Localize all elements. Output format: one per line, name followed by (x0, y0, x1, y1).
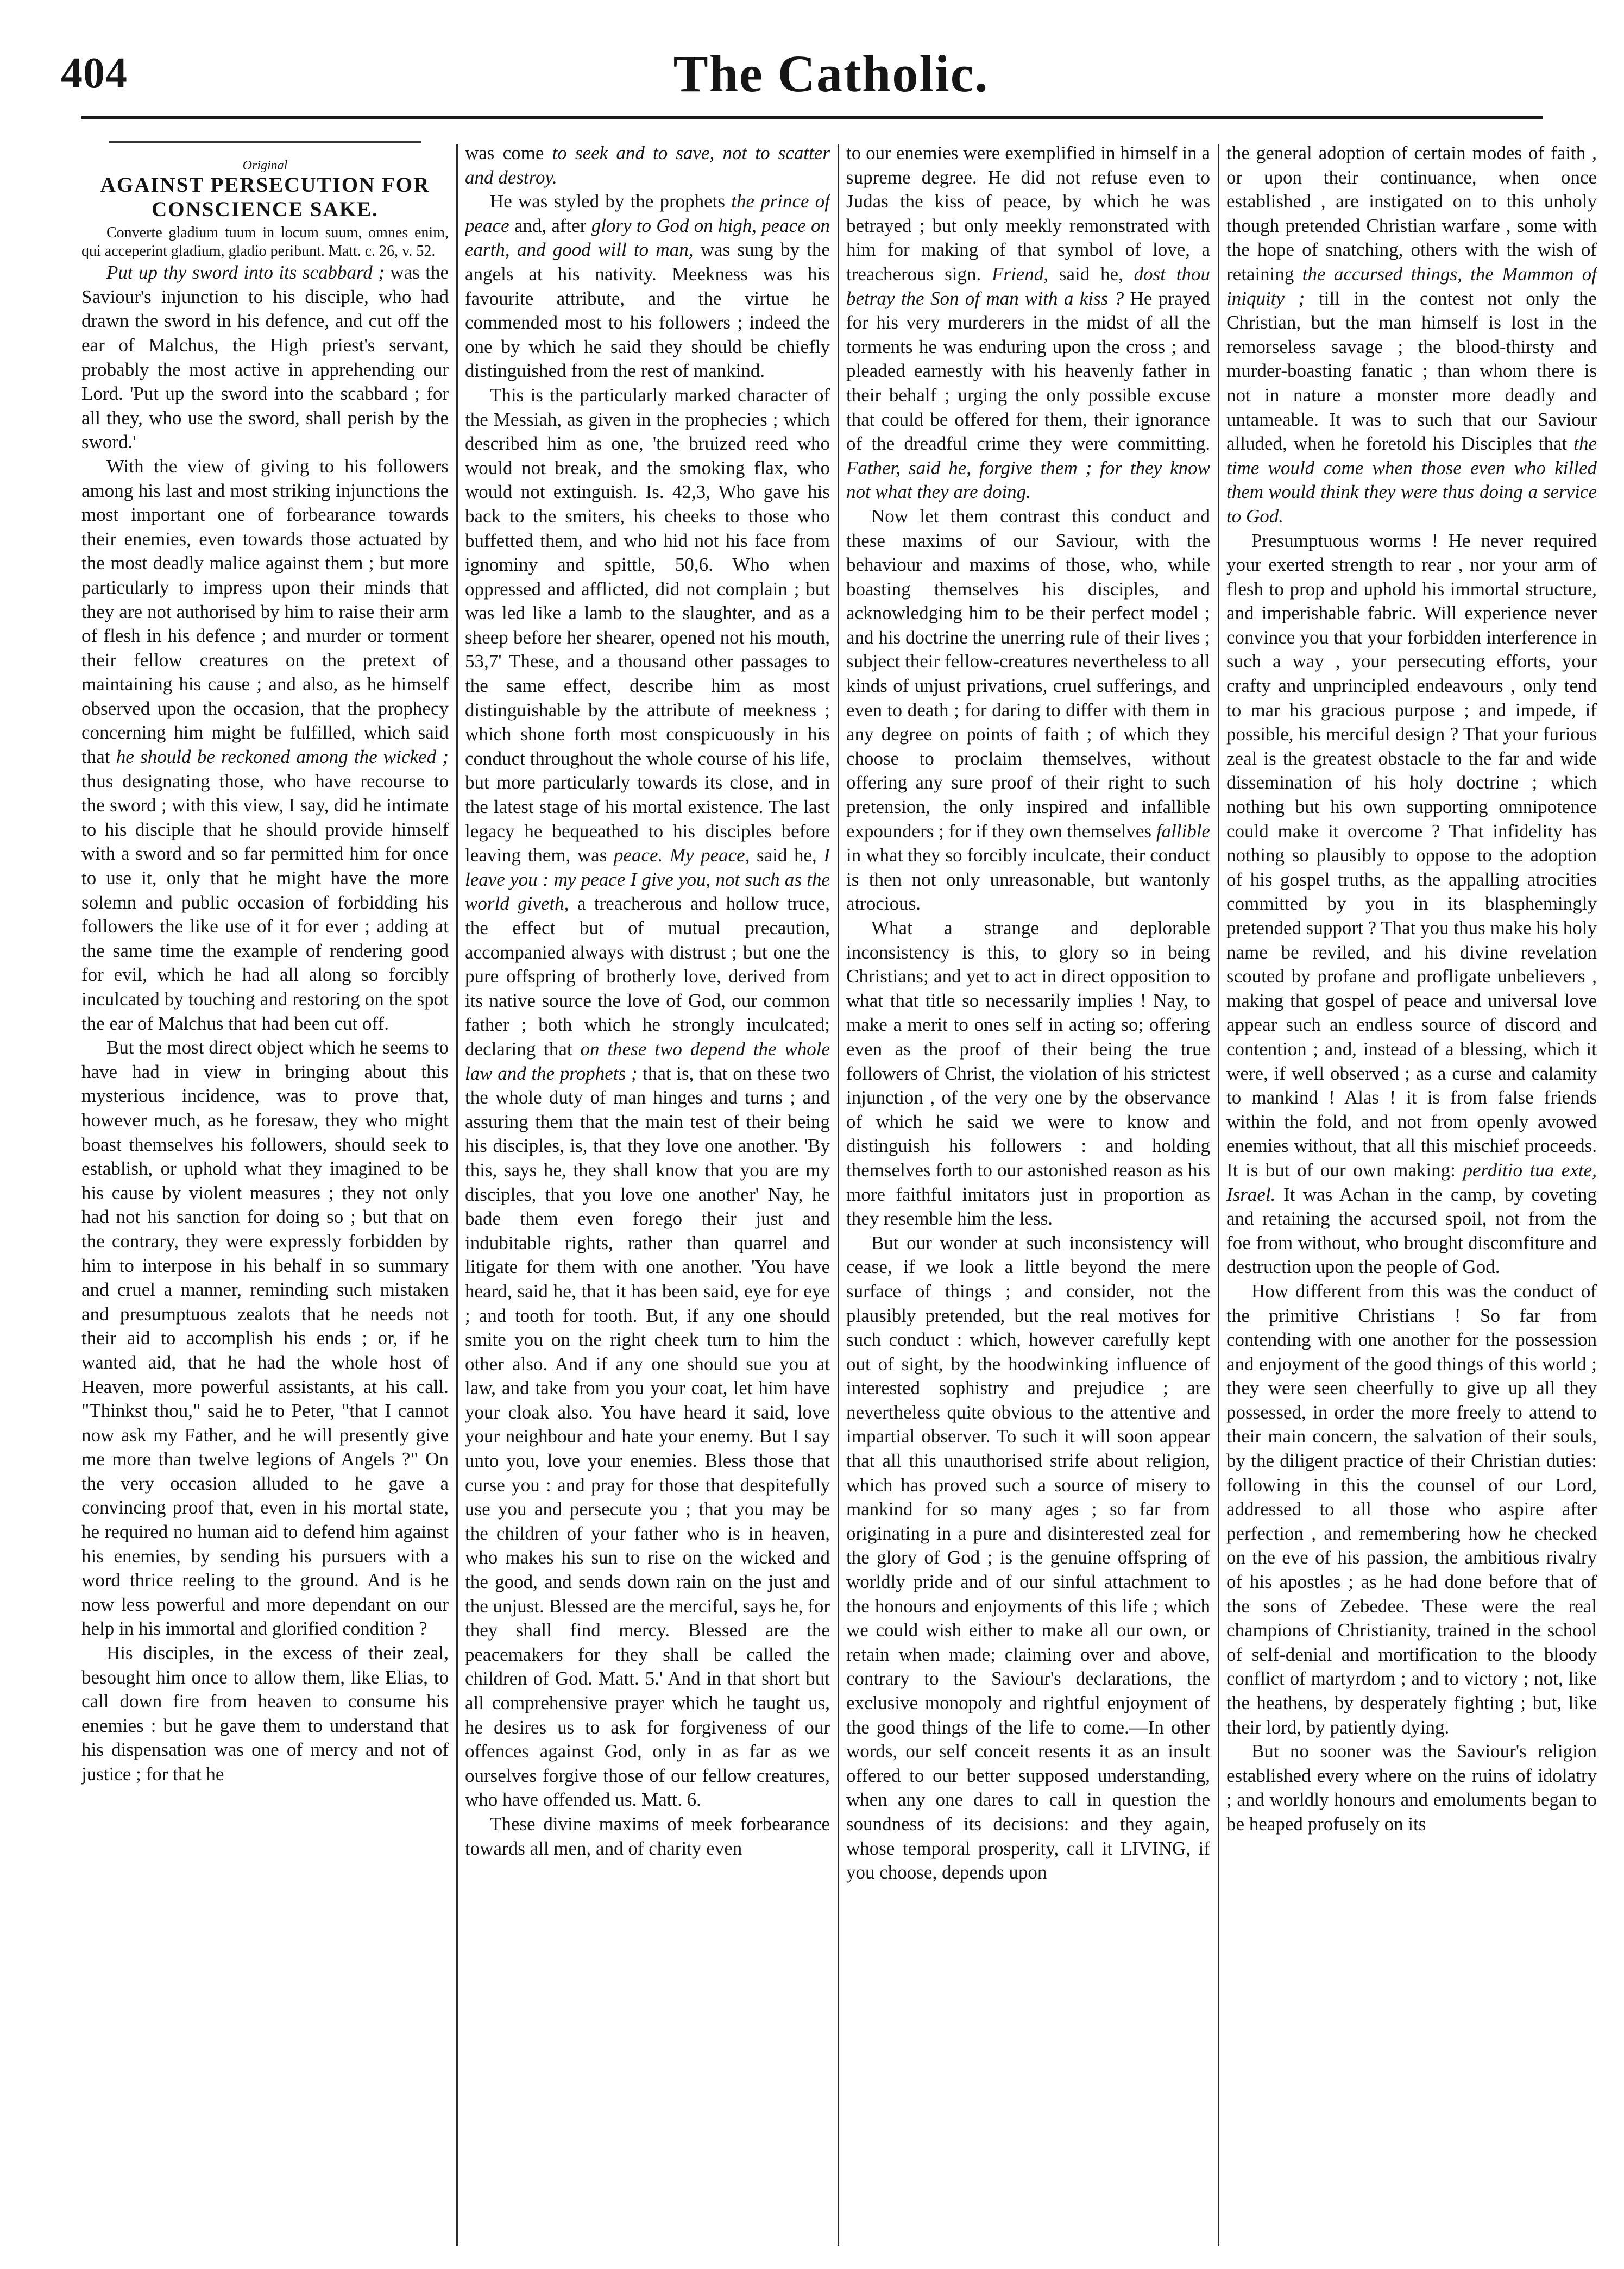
article-title: AGAINST PERSECUTION FOR CONSCIENCE SAKE. (100, 173, 430, 221)
masthead: The Catholic. (673, 45, 989, 103)
paragraph: the general adoption of certain modes of faith , or upon their continuance, when once established , are instigated on to this unholy though pretended Christian warfare , some with the hope of snatching, others with the wish of retaining the accursed things, the Mammon of iniquity ; till in the contest not only the Christian, but the man himself is lost in the remorseless savage ; the blood-thirsty and murder-boasting fanatic ; than whom there is not in nature a monster more deadly and untameable. It was to such that our Saviour alluded, when he foretold his Disciples that the time would come when those even who killed them would think they were thus doing a service to God. (1226, 142, 1597, 527)
paragraph: With the view of giving to his followers among his last and most striking injunctions the most important one of forbearance towards their enemies, even towards those actuated by the most deadly malice against them ; but more particularly to impress upon their minds that they are not authorised by him to raise their arm of flesh in his defence ; and murder or torment their fellow creatures on the pretext of maintaining his cause ; and also, as he himself observed upon the occasion, that the prophecy concerning him might be fulfilled, which said that he should be reckoned among the wicked ; thus designating those, who have recourse to the sword ; with this view, I say, did he intimate to his disciple that he should provide himself with a sword and so far permitted him for once to use it, only that he might have the more solemn and public occasion of forbidding his followers the like use of it for ever ; adding at the same time the example of rendering good for evil, which he had all along so forcibly inculcated by touching and restoring on the spot the ear of Malchus that had been cut off. (81, 455, 449, 1034)
paragraph: He was styled by the prophets the prince of peace and, after glory to God on high, peace on earth, and good will to man, was sung by the angels at his nativity. Meekness was his favourite attribute, and the virtue he commended most to his followers ; indeed the one by which he said they should be chiefly distinguished from the rest of mankind. (465, 191, 830, 382)
page-header (0, 0, 1624, 136)
epigraph: Converte gladium tuum in locum suum, omnes enim, qui acceperint gladium, gladio peribunt. Matt. c. 26, v. 52. (81, 224, 449, 260)
paragraph: These divine maxims of meek forbearance towards all men, and of charity even (465, 1813, 830, 1859)
text-column-2 (465, 141, 830, 2248)
paragraph: His disciples, in the excess of their zeal, besought him once to allow them, like Elias, to call down fire from heaven to consume his enemies : but he gave them to understand that his dispensation was one of mercy and not of justice ; for that he (81, 1642, 449, 1785)
paragraph: to our enemies were exemplified in himself in a supreme degree. He did not refuse even to Judas the kiss of peace, by which he was betrayed ; but only meekly remonstrated with him for making of that symbol of love, a treacherous sign. Friend, said he, dost thou betray the Son of man with a kiss ? He prayed for his very murderers in the midst of all the torments he was enduring upon the cross ; and pleaded earnestly with his heavenly father in their behalf ; urging the only possible excuse that could be offered for them, their ignorance of the dreadful crime they were committing. Father, said he, forgive them ; for they know not what they are doing. (846, 142, 1210, 503)
paragraph: How different from this was the conduct of the primitive Christians ! So far from contending with one another for the possession and enjoyment of the good things of this world ; they were seen cheerfully to give up all they possessed, in order the more freely to attend to their main concern, the salvation of their souls, by the diligent practice of their Christian duties: following in this the counsel of our Lord, addressed to all those who aspire after perfection , and remembering how he checked on the eve of his passion, the ambitious rivalry of his apostles ; as he had done before that of the sons of Zebedee. These were the real champions of Christianity, trained in the school of self-denial and mortification to the bloody conflict of martyrdom ; and to victory ; not, like the heathens, by desperately fighting ; but, like their lord, by patiently dying. (1226, 1280, 1597, 1738)
paragraph: What a strange and deplorable inconsistency is this, to glory so in being Christians; and yet to act in direct opposition to what that title so necessarily implies ! Nay, to make a merit to ones self in acting so; offering even as the proof of their being the true followers of Christ, the violation of his strictest injunction , of the very one by the observance of which he said we were to know and distinguish his followers : and holding themselves forth to our astonished reason as his more faithful imitators just in proportion as they resemble him the less. (846, 917, 1210, 1230)
article-top-rule (109, 141, 421, 143)
paragraph: But no sooner was the Saviour's religion established every where on the ruins of idolatry ; and worldly honours and emoluments began to be heaped profusely on its (1226, 1741, 1597, 1835)
paragraph: Presumptuous worms ! He never required your exerted strength to rear , nor your arm of flesh to prop and uphold his immortal structure, and imperishable fabric. Will experience never convince you that your forbidden interference in such a way , your persecuting efforts, your crafty and unprincipled endeavours , only tend to mar his gracious purpose ; and impede, if possible, his merciful design ? That your furious zeal is the greatest obstacle to the far and wide dissemination of his holy doctrine ; which nothing but his own supporting omnipotence could make it overcome ? That infidelity has nothing so plausibly to oppose to the adoption of his gospel truths, as the appalling atrocities committed by you in its blasphemingly pretended support ? That you thus make his holy name be reviled, and his divine revelation scouted by profane and profligate unbelievers , making that gospel of peace and universal love appear such an endless source of discord and contention ; and, instead of a blessing, which it were, if well observed ; as a curse and calamity to mankind ! Alas ! it is from false friends within the fold, and not from openly avowed enemies without, that all this mischief proceeds. It is but of our own making: perditio tua exte, Israel. It was Achan in the camp, by coveting and retaining the accursed spoil, not from the foe from without, who brought discomfiture and destruction upon the people of God. (1226, 530, 1597, 1278)
paragraph: was come to seek and to save, not to scatter and destroy. (465, 142, 830, 188)
paragraph: But our wonder at such inconsistency will cease, if we look a little beyond the mere surface of things ; and consider, not the plausibly pretended, but the real motives for such conduct : which, however carefully kept out of sight, by the hoodwinking influence of interested sophistry and prejudice ; are nevertheless quite obvious to the attentive and impartial observer. To such it will soon appear that all this unauthorised strife about religion, which has proved such a source of misery to mankind for so many ages ; so far from originating in a pure and disinterested zeal for the glory of God ; is the genuine offspring of worldly pride and of our sinful attachment to the honours and enjoyments of this life ; which we could wish either to make all our own, or retain when made; claiming over and above, contrary to the Saviour's declarations, the exclusive monopoly and rightful enjoyment of the good things of the life to come.—In other words, our self conceit resents it as an insult offered to our better supposed understanding, when any one dares to call in question the soundness of its decisions: and they again, whose temporal prosperity, call it LIVING, if you choose, depends upon (846, 1232, 1210, 1883)
source-label: Original (242, 159, 288, 173)
column-rule (456, 144, 458, 2246)
column-rule (1218, 144, 1219, 2246)
paragraph: This is the particularly marked character of the Messiah, as given in the prophecies ; which described him as one, 'the bruized reed who would not break, and the smoking flax, who would not extinguish. Is. 42,3, Who gave his back to the smiters, his cheeks to those who buffetted them, and who hid not his face from ignominy and spittle, 50,6. Who when oppressed and afflicted, did not complain ; but was led like a lamb to the slaughter, and as a sheep before her shearer, opened not his mouth, 53,7' These, and a thousand other passages to the same effect, describe him as most distinguishable by the attribute of meekness ; which shone forth most conspicuously in his conduct throughout the whole course of his life, but more particularly towards its close, and in the latest stage of his mortal existence. The last legacy he bequeathed to his disciples before leaving them, was peace. My peace, said he, I leave you : my peace I give you, not such as the world giveth, a treacherous and hollow truce, the effect but of mutual precaution, accompanied always with distrust ; but one the pure offspring of brotherly love, derived from its native source the love of God, our common father ; both which he strongly inculcated; declaring that on these two depend the whole law and the prophets ; that is, that on these two the whole duty of man hinges and turns ; and assuring them that the main test of their being his disciples, is, that they love one another. 'By this, says he, they shall know that you are my disciples, that you love one another' Nay, he bade them even forego their just and indubitable rights, rather than quarrel and litigate for them with one another. 'You have heard, said he, that it has been said, eye for eye ; and tooth for tooth. But, if any one should smite you on the right cheek turn to him the other also. And if any one should sue you at law, and take from you your coat, let him have your cloak also. You have heard it said, love your neighbour and hate your enemy. But I say unto you, love your enemies. Bless those that curse you : and pray for those that despitefully use you and persecute you ; that you may be the children of your father who is in heaven, who makes his sun to rise on the wicked and the good, and sends down rain on the just and the unjust. Blessed are the merciful, says he, for they shall find mercy. Blessed are the peacemakers for they shall be called the children of God. Matt. 5.' And in that short but all comprehensive prayer which he taught us, he desires us to ask for forgiveness of our offences against God, only in as far as we ourselves forgive those of our fellow creatures, who have offended us. Matt. 6. (465, 384, 830, 1811)
header-rule (81, 116, 1543, 119)
column-rule (838, 144, 839, 2246)
page-number: 404 (61, 49, 128, 97)
paragraph: Now let them contrast this conduct and these maxims of our Saviour, with the behaviour and maxims of those, who, while boasting themselves his disciples, and acknowledging him to be their perfect model ; and his doctrine the unerring rule of their lives ; subject their fellow-creatures nevertheless to all kinds of unjust privations, cruel sufferings, and even to death ; for daring to differ with them in any degree on points of faith ; of which they choose to proclaim themselves, without offering any sure proof of their right to such pretension, the only inspired and infallible expounders ; for if they own themselves fallible in what they so forcibly inculcate, their conduct is then not only unreasonable, but wantonly atrocious. (846, 505, 1210, 915)
paragraph: Put up thy sword into its scabbard ; was the Saviour's injunction to his disciple, who had drawn the sword in his defence, and cut off the ear of Malchus, the High priest's servant, probably the most active in apprehending our Lord. 'Put up the sword into the scabbard ; for all they, who use the sword, shall perish by the sword.' (81, 262, 449, 453)
text-column-4 (1226, 141, 1597, 2248)
text-column-3 (846, 141, 1210, 2248)
paragraph: But the most direct object which he seems to have had in view in bringing about this mysterious incidence, was to prove that, however much, as he foresaw, they who might boast themselves his followers, should seek to establish, or uphold what they imagined to be his cause by violent measures ; they not only had not his sanction for doing so ; but that on the contrary, they were expressly forbidden by him to interpose in his behalf in so summary and cruel a manner, reminding such mistaken and presumptuous zealots that he needs not their aid to accomplish his ends ; or, if he wanted aid, that he had the whole host of Heaven, more powerful assistants, at his call. "Thinkst thou," said he to Peter, "that I cannot now ask my Father, and he will presently give me more than twelve legions of Angels ?" On the very occasion alluded to he gave a convincing proof that, even in his mortal state, he required no human aid to defend him against his enemies, by sending his pursuers with a word thrice reeling to the ground. And is he now less powerful and more dependant on our help in his immortal and glorified condition ? (81, 1037, 449, 1640)
text-column-1 (81, 141, 449, 2248)
